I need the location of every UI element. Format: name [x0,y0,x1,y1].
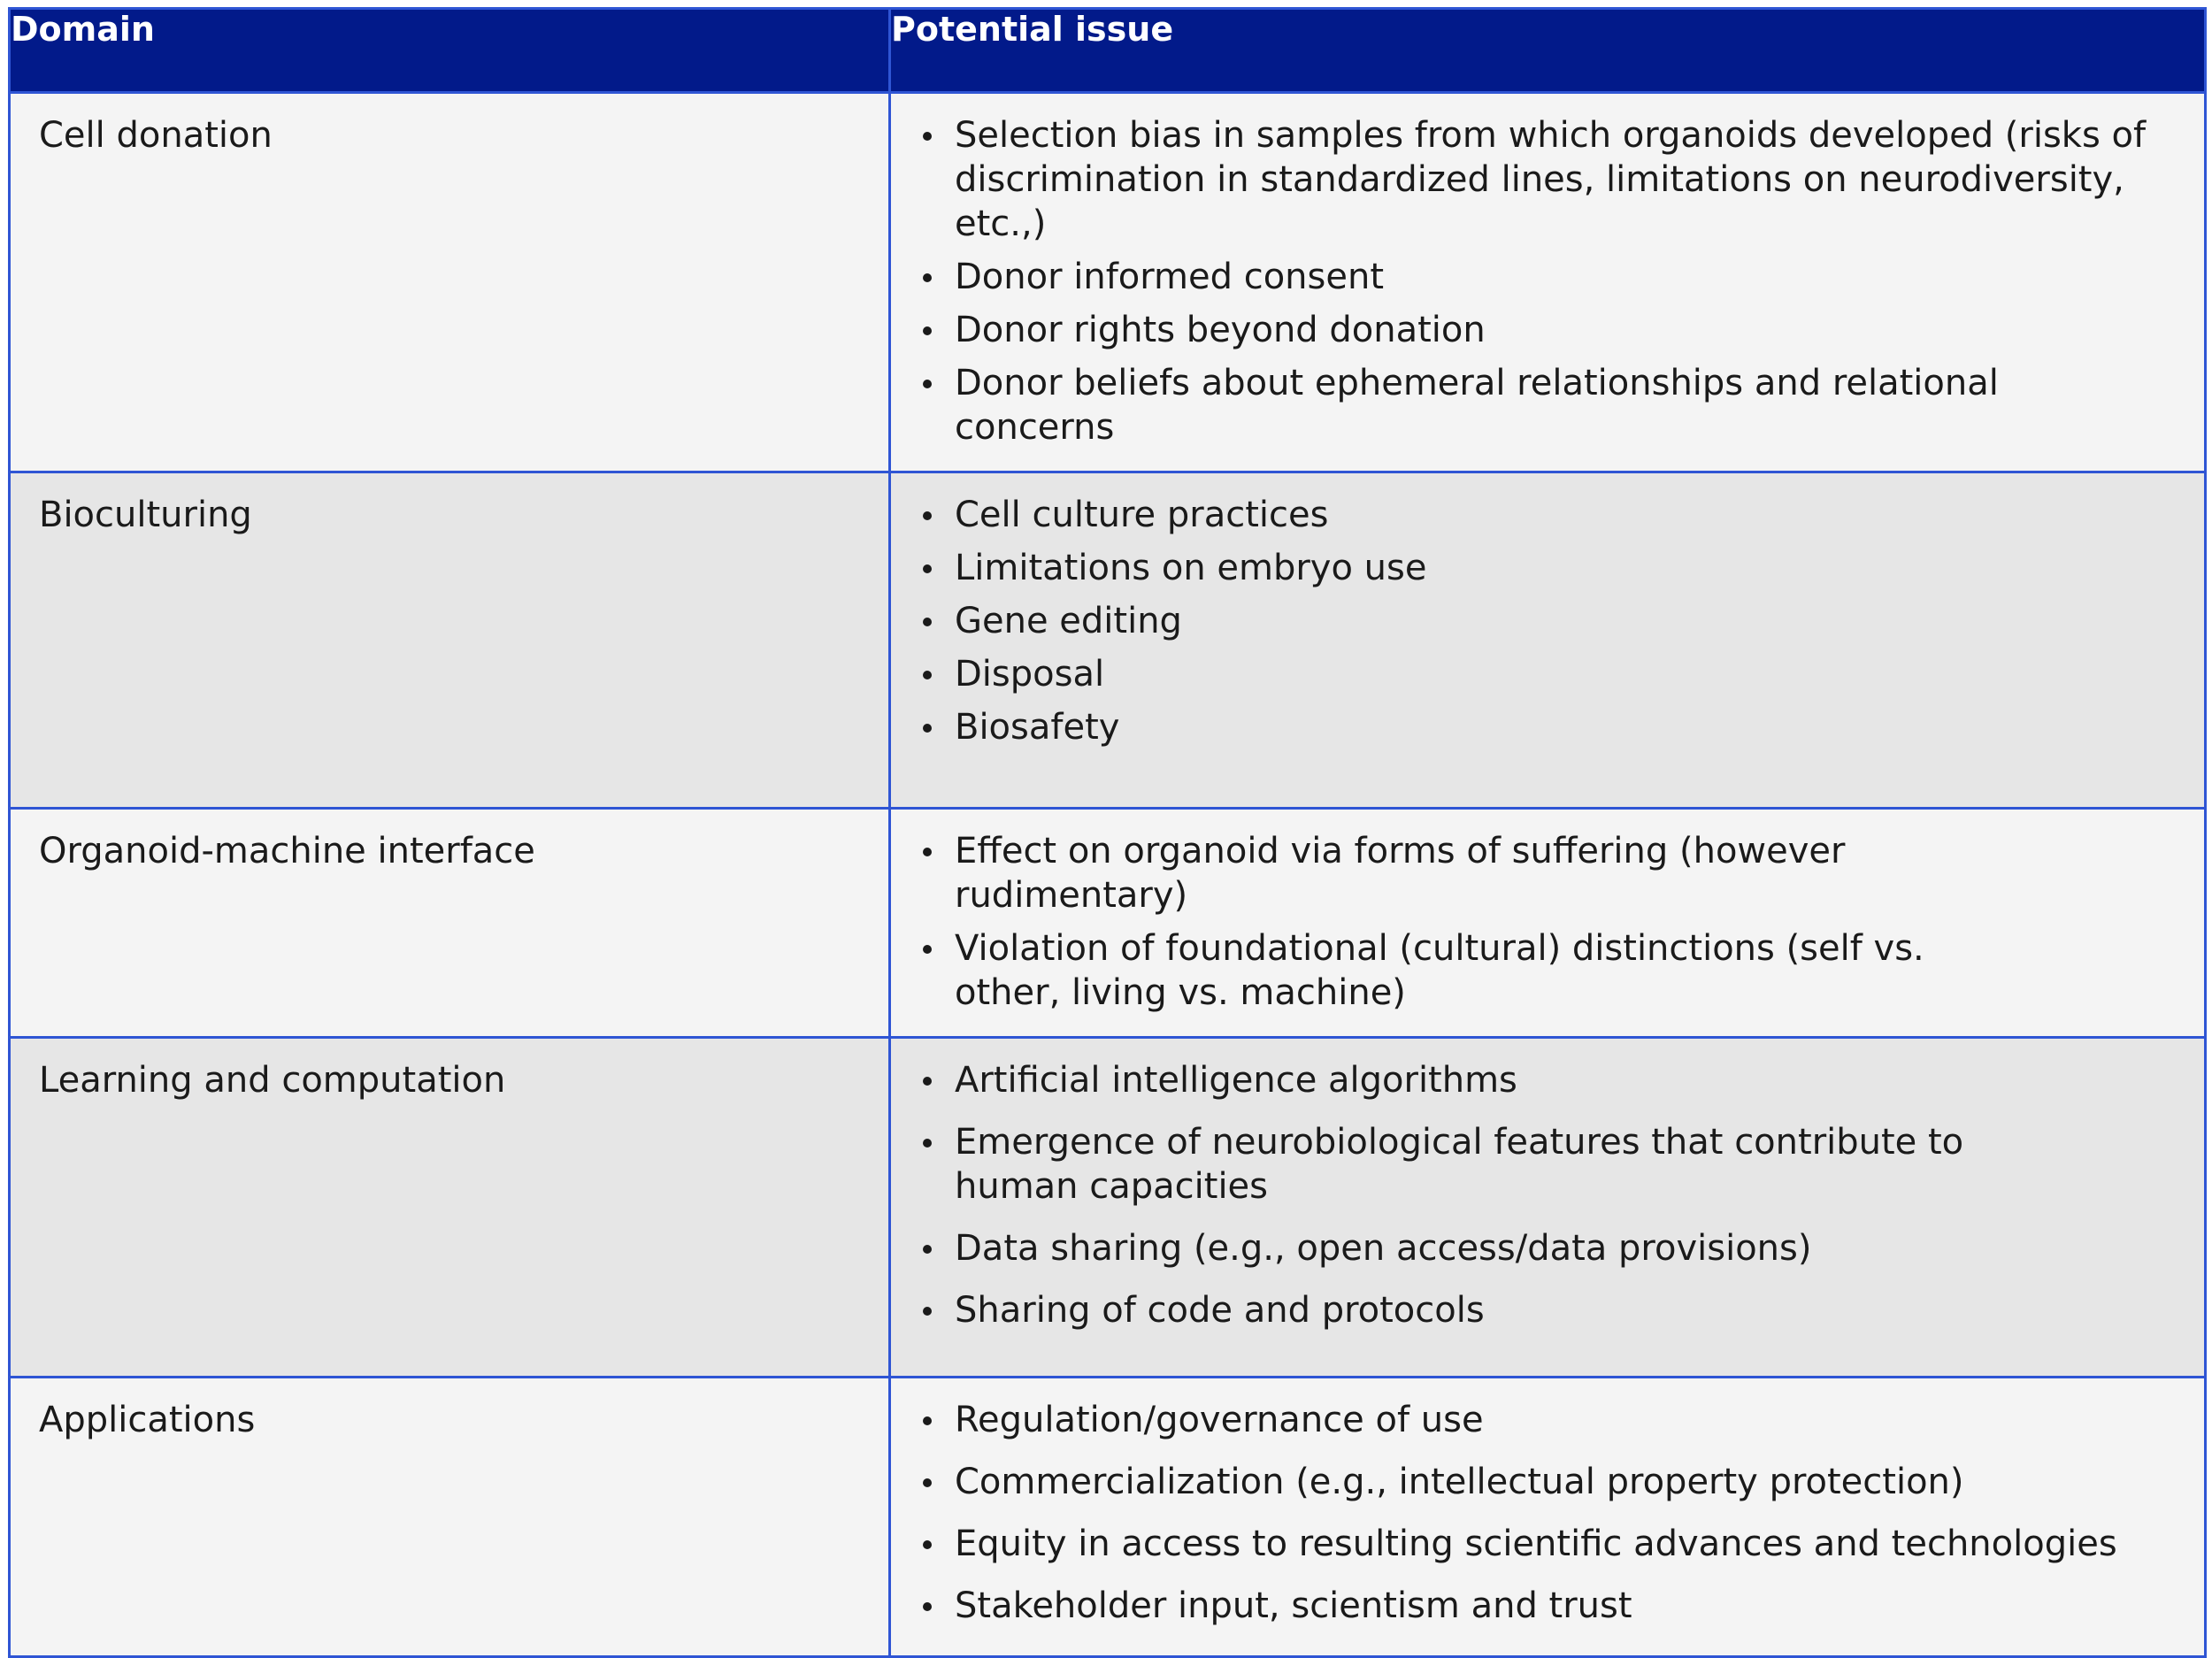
issue-item: Data sharing (e.g., open access/data provisions) [919,1226,1981,1270]
domain-cell: Applications [10,1378,890,1657]
issue-item: Artificial intelligence algorithms [919,1058,1981,1102]
issue-item: Selection bias in samples from which organoids developed (risks of discrimination in standardized lines, limitations on neurodiversity, etc.,) [919,113,2158,246]
domain-cell: Bioculturing [10,472,890,809]
table-header-row [10,9,2206,93]
issues-table [8,7,2207,1658]
header-domain: Domain [10,9,890,93]
issue-item: Disposal [919,652,2169,696]
issue-item: Biosafety [919,705,2169,749]
domain-cell: Learning and computation [10,1038,890,1378]
issue-list [919,1398,2169,1628]
issue-list [919,113,2158,449]
issue-item: Cell culture practices [919,493,2169,537]
issue-item: Sharing of code and protocols [919,1288,1981,1332]
issue-cell [890,472,2206,809]
issue-item: Gene editing [919,599,2169,643]
issue-item: Donor rights beyond donation [919,308,2158,352]
issue-cell [890,809,2206,1038]
issue-item: Donor beliefs about ephemeral relationships and relational concerns [919,361,2158,449]
domain-cell: Organoid-machine interface [10,809,890,1038]
issue-item: Effect on organoid via forms of suffering (however rudimentary) [919,829,2025,917]
issue-item: Regulation/governance of use [919,1398,2169,1442]
table-row [10,472,2206,809]
issue-list [919,829,2025,1015]
issue-item: Stakeholder input, scientism and trust [919,1584,2169,1628]
table-row [10,93,2206,472]
issue-item: Donor informed consent [919,255,2158,299]
table-row [10,1378,2206,1657]
domain-cell: Cell donation [10,93,890,472]
issue-item: Emergence of neurobiological features that contribute to human capacities [919,1120,1981,1209]
issue-cell [890,1038,2206,1378]
issue-item: Limitations on embryo use [919,546,2169,590]
issue-cell [890,93,2206,472]
issue-item: Violation of foundational (cultural) distinctions (self vs. other, living vs. machine) [919,926,2025,1015]
issue-list [919,493,2169,749]
issue-item: Commercialization (e.g., intellectual property protection) [919,1460,2169,1504]
table-row [10,809,2206,1038]
issue-list [919,1058,1981,1332]
issue-cell [890,1378,2206,1657]
issue-item: Equity in access to resulting scientific advances and technologies [919,1522,2169,1566]
table-row [10,1038,2206,1378]
header-potential-issue: Potential issue [890,9,2206,93]
